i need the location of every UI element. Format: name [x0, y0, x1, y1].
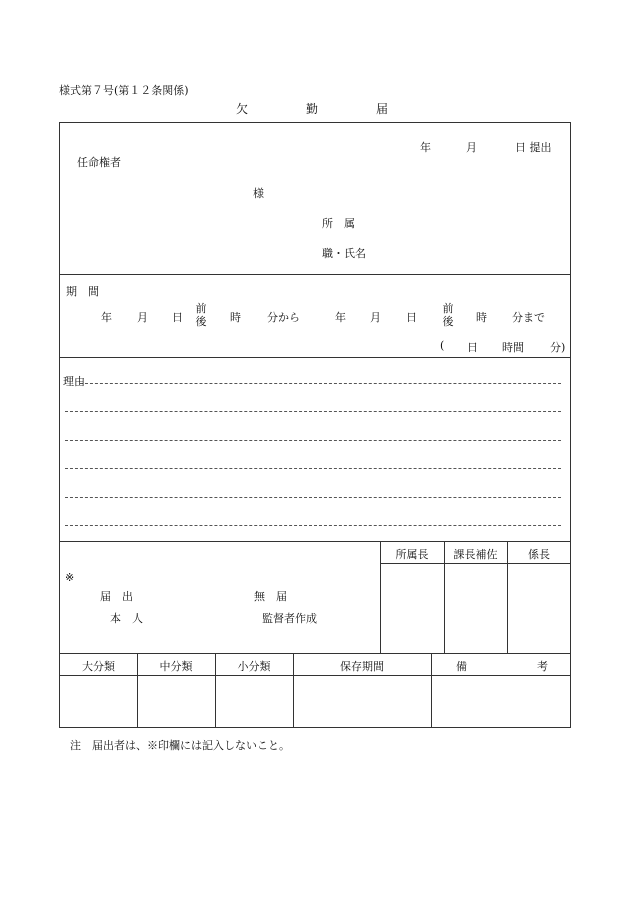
total-hours: 時間 — [502, 341, 524, 354]
class-header-large: 大分類 — [82, 660, 115, 673]
reason-line-6[interactable] — [65, 525, 561, 526]
approval-header-assistant: 課長補佐 — [453, 548, 498, 561]
affiliation-label: 所 属 — [322, 217, 355, 230]
honorific-label: 様 — [253, 187, 264, 200]
form-frame — [59, 122, 571, 728]
reason-label: 理由 — [63, 375, 85, 388]
approval-header-chief: 所属長 — [395, 548, 429, 561]
class-col-4 — [431, 653, 432, 728]
start-day: 日 — [172, 311, 183, 324]
approval-header-section: 係長 — [528, 548, 550, 561]
unnotified-option[interactable]: 無 届 — [254, 590, 287, 603]
end-hour: 時 — [476, 311, 487, 324]
submission-day: 日 提出 — [515, 141, 552, 154]
total-minutes: 分) — [550, 341, 566, 354]
end-year: 年 — [335, 311, 346, 324]
divider-period — [60, 357, 570, 358]
end-am: 前 — [442, 302, 454, 315]
end-pm: 後 — [442, 315, 454, 328]
divider-reason — [60, 541, 570, 542]
title-char-3: 届 — [376, 102, 389, 116]
start-hour: 時 — [230, 311, 241, 324]
start-minute: 分から — [267, 311, 300, 324]
form-number: 様式第７号(第１２条関係) — [59, 84, 189, 97]
start-pm: 後 — [195, 315, 207, 328]
appointer-label: 任命権者 — [77, 156, 121, 169]
period-label: 期 間 — [66, 285, 99, 298]
submission-month: 月 — [466, 141, 477, 154]
class-header-remarks-right: 考 — [537, 660, 548, 673]
title-char-2: 勤 — [306, 102, 319, 116]
end-minute: 分まで — [512, 311, 545, 324]
start-am: 前 — [195, 302, 207, 315]
reason-line-2[interactable] — [65, 411, 561, 412]
reason-line-3[interactable] — [65, 440, 561, 441]
position-name-label: 職・氏名 — [322, 247, 366, 260]
reason-line-1[interactable] — [80, 383, 561, 384]
supervisor-option[interactable]: 監督者作成 — [262, 612, 317, 625]
reason-line-5[interactable] — [65, 497, 561, 498]
end-month: 月 — [370, 311, 381, 324]
self-option[interactable]: 本 人 — [110, 612, 143, 625]
title-char-1: 欠 — [236, 102, 249, 116]
reason-line-4[interactable] — [65, 468, 561, 469]
class-header-remarks-left: 備 — [456, 660, 467, 673]
divider-approval-header — [380, 563, 570, 564]
class-header-small: 小分類 — [237, 660, 271, 673]
end-day: 日 — [406, 311, 417, 324]
start-year: 年 — [101, 311, 112, 324]
end-ampm — [441, 302, 455, 328]
total-open-paren: ( — [440, 339, 445, 352]
class-header-retention: 保存期間 — [340, 660, 384, 673]
total-day: 日 — [467, 341, 478, 354]
start-month: 月 — [137, 311, 148, 324]
notification-mark: ※ — [65, 571, 75, 584]
divider-submission — [60, 274, 570, 275]
submission-year: 年 — [420, 141, 431, 154]
footer-note: 注 届出者は、※印欄には記入しないこと。 — [70, 739, 290, 752]
notified-option[interactable]: 届 出 — [100, 590, 133, 603]
class-header-medium: 中分類 — [159, 660, 193, 673]
start-ampm — [194, 302, 208, 328]
